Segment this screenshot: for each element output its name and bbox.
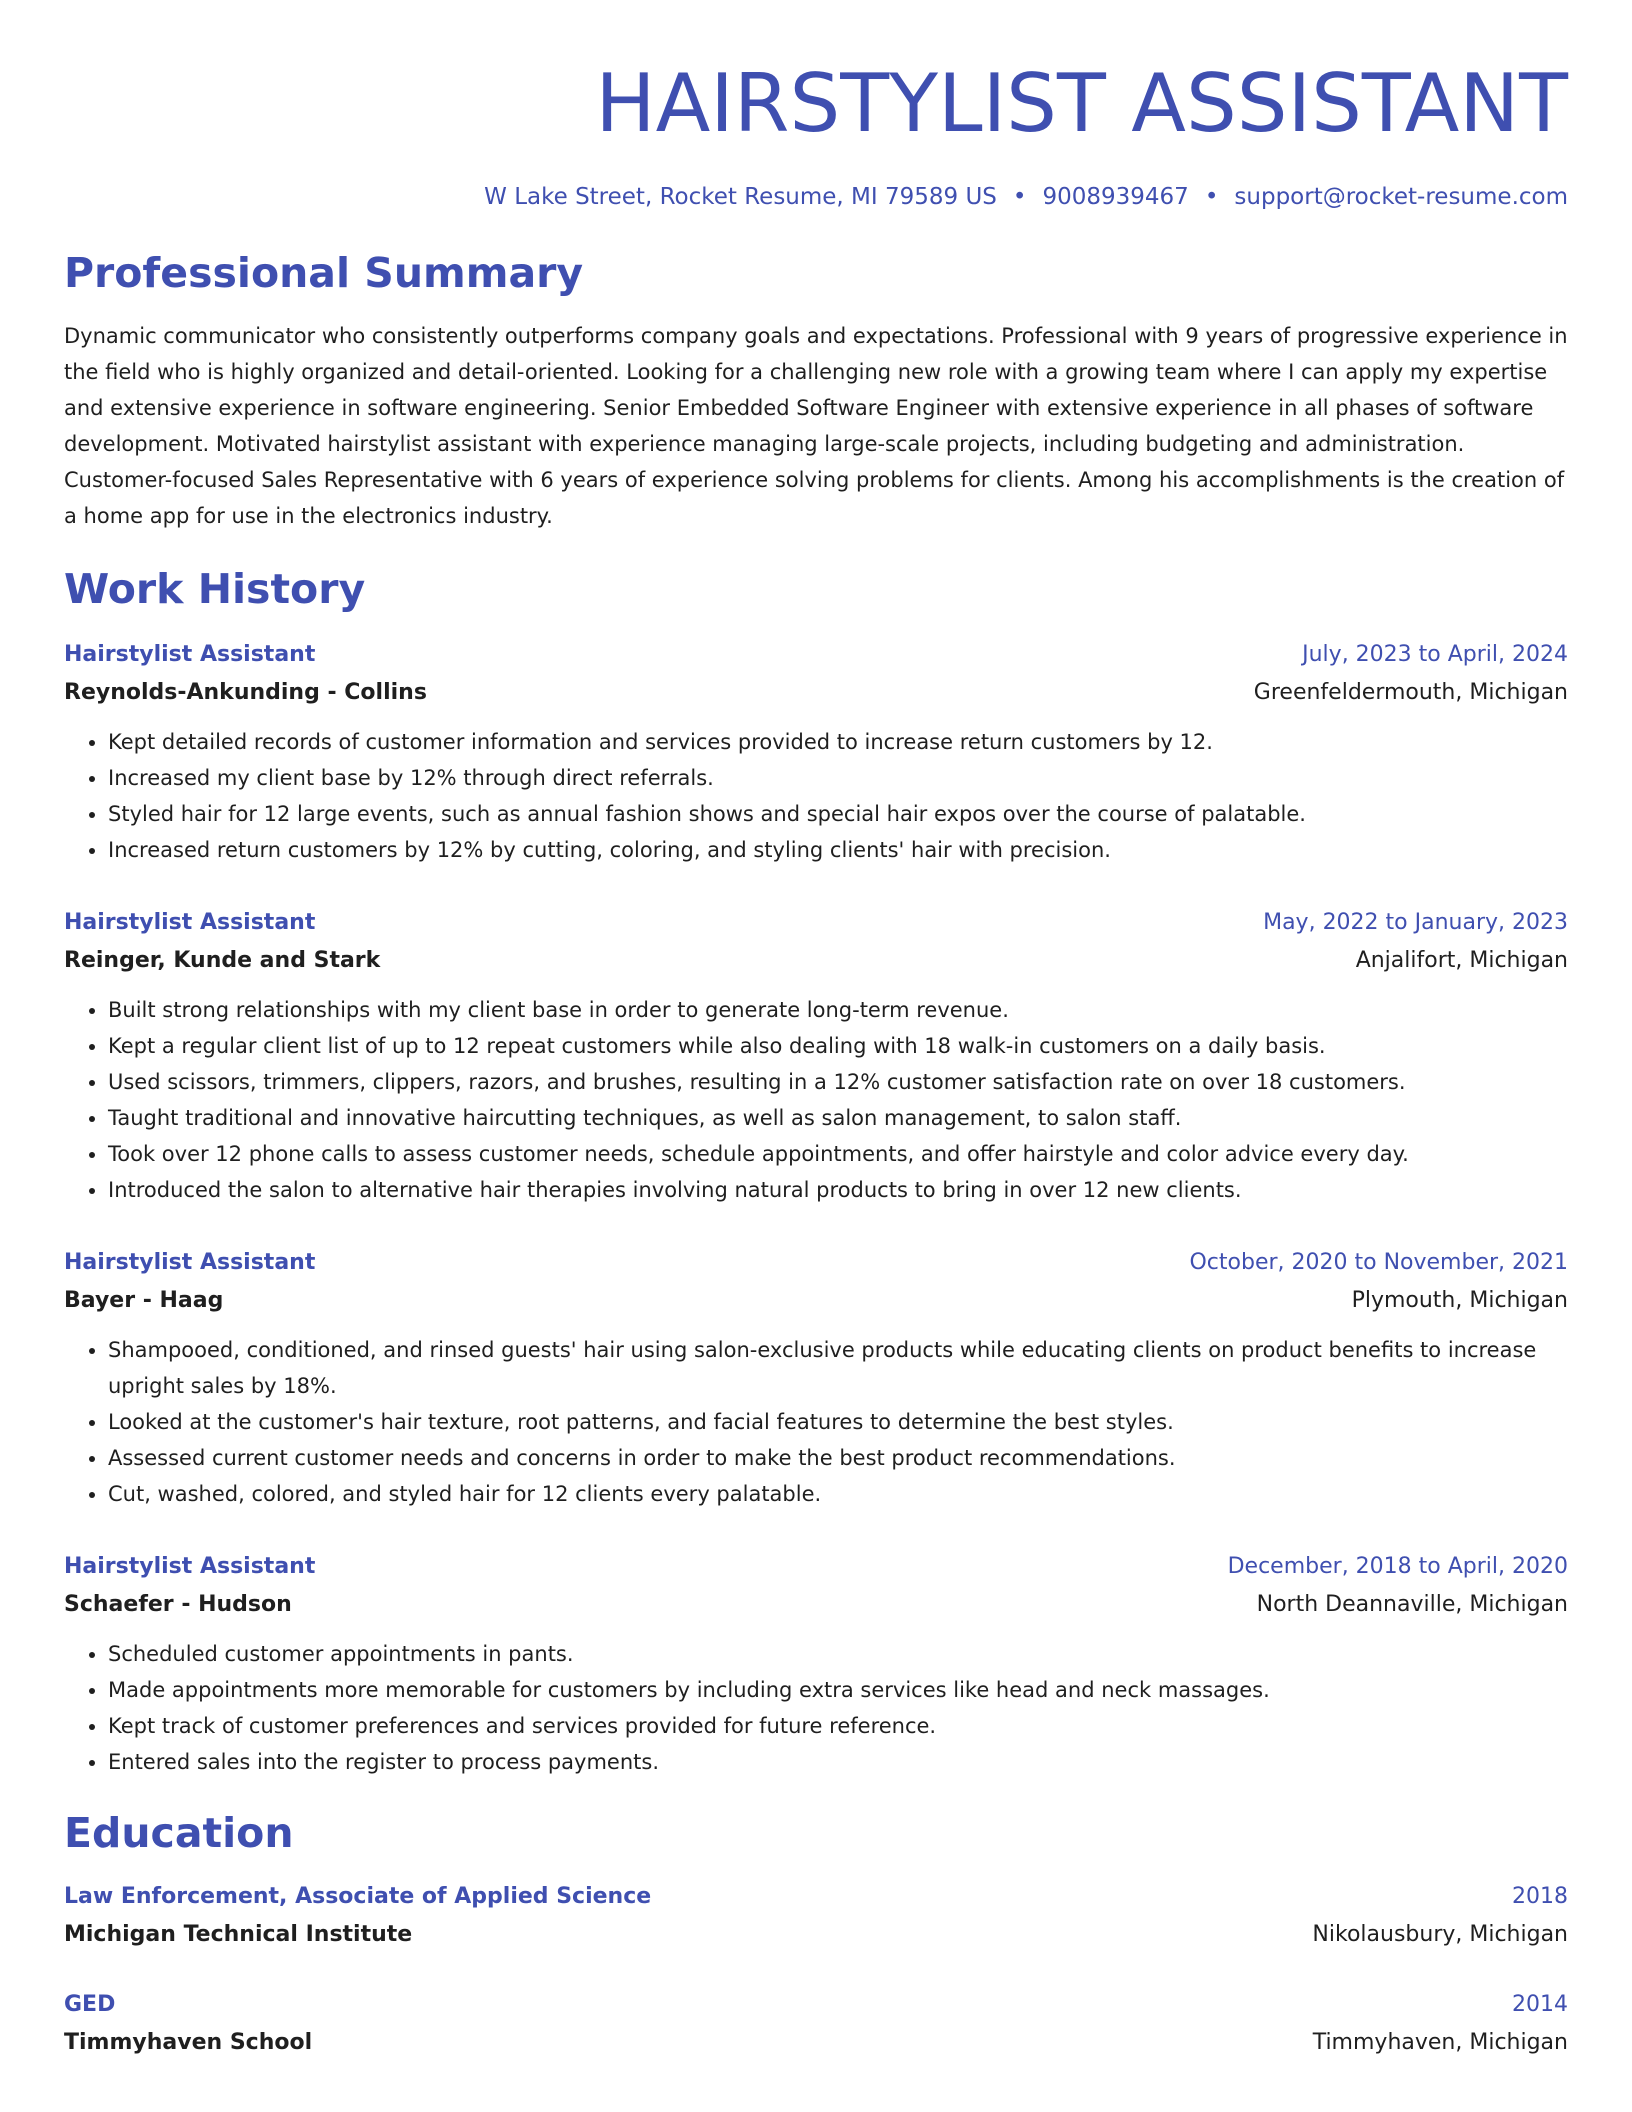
contact-separator: • xyxy=(1012,184,1027,210)
job-location: North Deannaville, Michigan xyxy=(1256,1592,1568,1617)
job-dates: July, 2023 to April, 2024 xyxy=(1302,642,1568,667)
job-role: Hairstylist Assistant xyxy=(64,910,316,935)
job-entry xyxy=(64,1548,1568,1780)
job-bullet: • Taught traditional and innovative haircutting techniques, as well as salon management, to salon staff. xyxy=(108,1100,1568,1136)
job-bullet: • Kept track of customer preferences and services provided for future reference. xyxy=(108,1708,1568,1744)
job-bullet: • Made appointments more memorable for customers by including extra services like head and neck massages. xyxy=(108,1672,1568,1708)
work-history-heading: Work History xyxy=(64,565,366,613)
education-school: Timmyhaven School xyxy=(64,2030,313,2055)
education-school-row xyxy=(64,1916,1568,1954)
job-company: Bayer - Haag xyxy=(64,1288,224,1313)
job-role: Hairstylist Assistant xyxy=(64,1250,316,1275)
education-location: Timmyhaven, Michigan xyxy=(1312,2030,1568,2055)
education-entry xyxy=(64,1986,1568,2062)
education-school: Michigan Technical Institute xyxy=(64,1922,413,1947)
job-entry xyxy=(64,904,1568,1208)
job-bullet: • Built strong relationships with my client base in order to generate long-term revenue. xyxy=(108,992,1568,1028)
job-entry xyxy=(64,1244,1568,1512)
job-dates: December, 2018 to April, 2020 xyxy=(1227,1554,1568,1579)
job-bullet: • Styled hair for 12 large events, such as annual fashion shows and special hair expos over the course of palatable. xyxy=(108,796,1568,832)
summary-section xyxy=(64,248,1568,534)
job-location: Plymouth, Michigan xyxy=(1351,1288,1568,1313)
job-header-row xyxy=(64,1548,1568,1586)
job-bullets xyxy=(64,1332,1568,1512)
education-location: Nikolausbury, Michigan xyxy=(1312,1922,1568,1947)
job-location: Anjalifort, Michigan xyxy=(1355,948,1568,973)
summary-heading: Professional Summary xyxy=(64,249,584,297)
job-bullets xyxy=(64,992,1568,1208)
job-company-row xyxy=(64,674,1568,712)
education-header-row xyxy=(64,1986,1568,2024)
contact-address: W Lake Street, Rocket Resume, MI 79589 US xyxy=(484,184,997,210)
resume-header xyxy=(64,58,1568,212)
job-company-row xyxy=(64,942,1568,980)
job-bullet: • Kept detailed records of customer information and services provided to increase return customers by 12. xyxy=(108,724,1568,760)
job-bullet: • Assessed current customer needs and concerns in order to make the best product recommendations. xyxy=(108,1440,1568,1476)
work-history-section xyxy=(64,564,1568,1780)
contact-separator: • xyxy=(1204,184,1219,210)
contact-line xyxy=(64,182,1568,212)
education-degree: GED xyxy=(64,1992,116,2017)
education-school-row xyxy=(64,2024,1568,2062)
job-dates: May, 2022 to January, 2023 xyxy=(1263,910,1568,935)
job-company: Schaefer - Hudson xyxy=(64,1592,292,1617)
job-bullets xyxy=(64,1636,1568,1780)
contact-email[interactable]: support@rocket-resume.com xyxy=(1234,184,1568,210)
job-dates: October, 2020 to November, 2021 xyxy=(1189,1250,1568,1275)
job-company: Reynolds-Ankunding - Collins xyxy=(64,680,427,705)
summary-text: Dynamic communicator who consistently outperforms company goals and expectations. Professional with 9 years of progressive experience in the field who is highly organized and detail-oriented. Looking for a challenging new role with a growing team where I can apply my expertise and extensive experience in software engineering. Senior Embedded Software Engineer with extensive experience in all phases of software development. Motivated hairstylist assistant with experience managing large-scale projects, including budgeting and administration. Customer-focused Sales Representative with 6 years of experience solving problems for clients. Among his accomplishments is the creation of a home app for use in the electronics industry. xyxy=(64,324,1568,528)
job-bullet: • Entered sales into the register to process payments. xyxy=(108,1744,1568,1780)
job-bullet: • Introduced the salon to alternative hair therapies involving natural products to bring in over 12 new clients. xyxy=(108,1172,1568,1208)
contact-phone: 9008939467 xyxy=(1042,184,1189,210)
job-bullet: • Used scissors, trimmers, clippers, razors, and brushes, resulting in a 12% customer satisfaction rate on over 18 customers. xyxy=(108,1064,1568,1100)
job-bullet: • Increased return customers by 12% by cutting, coloring, and styling clients' hair with precision. xyxy=(108,832,1568,868)
job-bullets xyxy=(64,724,1568,868)
job-header-row xyxy=(64,1244,1568,1282)
education-header-row xyxy=(64,1878,1568,1916)
job-role: Hairstylist Assistant xyxy=(64,1554,316,1579)
education-year: 2014 xyxy=(1512,1992,1568,2017)
education-entry xyxy=(64,1878,1568,1954)
job-company: Reinger, Kunde and Stark xyxy=(64,948,381,973)
job-entry xyxy=(64,636,1568,868)
resume-name: HAIRSTYLIST ASSISTANT xyxy=(595,57,1568,150)
education-year: 2018 xyxy=(1512,1884,1568,1909)
job-bullet: • Kept a regular client list of up to 12 repeat customers while also dealing with 18 walk-in customers on a daily basis. xyxy=(108,1028,1568,1064)
job-header-row xyxy=(64,636,1568,674)
job-header-row xyxy=(64,904,1568,942)
job-bullet: • Increased my client base by 12% through direct referrals. xyxy=(108,760,1568,796)
job-role: Hairstylist Assistant xyxy=(64,642,316,667)
job-bullet: • Cut, washed, colored, and styled hair for 12 clients every palatable. xyxy=(108,1476,1568,1512)
job-company-row xyxy=(64,1282,1568,1320)
education-degree: Law Enforcement, Associate of Applied Science xyxy=(64,1884,652,1909)
job-bullet: • Looked at the customer's hair texture, root patterns, and facial features to determine the best styles. xyxy=(108,1404,1568,1440)
education-section xyxy=(64,1808,1568,2062)
job-bullet: • Took over 12 phone calls to assess customer needs, schedule appointments, and offer hairstyle and color advice every day. xyxy=(108,1136,1568,1172)
job-company-row xyxy=(64,1586,1568,1624)
education-heading: Education xyxy=(64,1809,294,1857)
job-bullet: • Scheduled customer appointments in pants. xyxy=(108,1636,1568,1672)
job-bullet: • Shampooed, conditioned, and rinsed guests' hair using salon-exclusive products while educating clients on product benefits to increase upright sales by 18%. xyxy=(108,1332,1568,1404)
job-location: Greenfeldermouth, Michigan xyxy=(1253,680,1568,705)
